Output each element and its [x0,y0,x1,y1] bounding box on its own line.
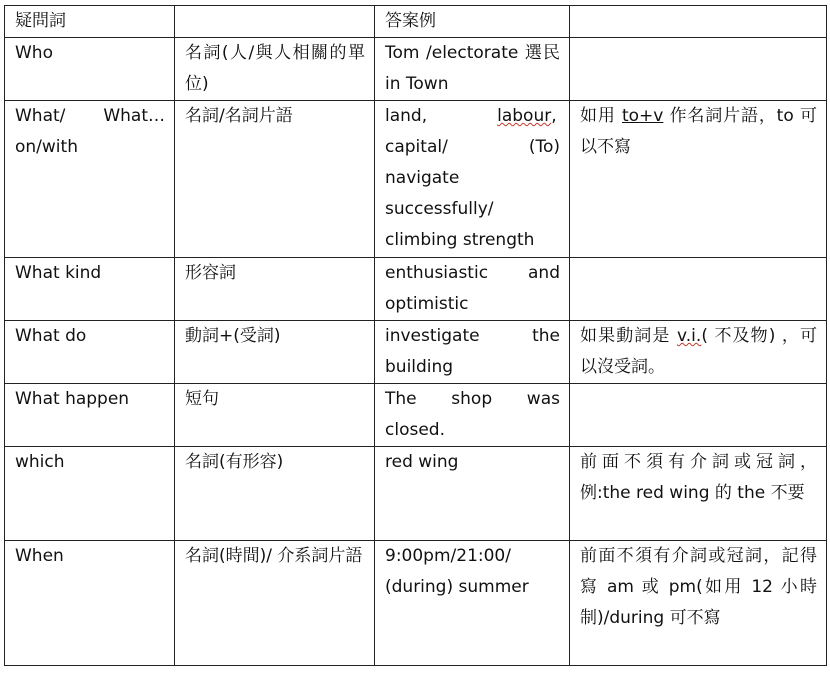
note-text: ( 不及物) ，可以沒受詞。 [580,326,818,377]
question-word-cell: When [5,541,175,666]
note-text: 作名詞片語，to 可以不寫 [580,106,817,157]
word-type-cell: 名詞(時間)/ 介系詞片語 [175,541,375,666]
note-cell [570,384,827,447]
answer-example-cell: red wing [375,447,570,541]
header-cell-question-word: 疑問詞 [5,6,175,38]
question-word-table [4,5,827,666]
note-cell [570,321,827,384]
underlined-term: to+v [621,106,664,126]
note-text: 如果動詞是 [580,326,678,346]
answer-example-cell: Tom /electorate 選民 in Town [375,38,570,101]
example-text: land, [385,106,428,126]
header-cell-empty-1 [175,6,375,38]
table-header-row [5,6,827,38]
answer-example-cell: 9:00pm/21:00/ (during) summer [375,541,570,666]
question-word-cell: which [5,447,175,541]
question-word-cell: What happen [5,384,175,447]
header-cell-answer-example: 答案例 [375,6,570,38]
spellcheck-flagged-word: v.i. [677,326,702,346]
note-cell: 前面不須有介詞或冠詞，記得寫 am 或 pm(如用 12 小時制)/during 可不寫 [570,541,827,666]
answer-example-cell: enthusiastic and optimistic [375,258,570,321]
answer-example-cell: The shop was closed. [375,384,570,447]
table-row [5,321,827,384]
question-word-cell: What kind [5,258,175,321]
note-cell [570,38,827,101]
note-cell: 前面不須有介詞或冠詞，例:the red wing 的 the 不要 [570,447,827,541]
word-type-cell: 名詞(人/與人相關的單位) [175,38,375,101]
table-row [5,541,827,666]
word-type-cell: 形容詞 [175,258,375,321]
table-row [5,258,827,321]
word-type-cell: 短句 [175,384,375,447]
question-word-cell: What/ What…on/with [5,101,175,258]
word-type-cell: 名詞/名詞片語 [175,101,375,258]
table-row [5,384,827,447]
word-type-cell: 名詞(有形容) [175,447,375,541]
word-type-cell: 動詞+(受詞) [175,321,375,384]
table-row [5,38,827,101]
table-row [5,447,827,541]
question-word-cell: What do [5,321,175,384]
note-cell [570,101,827,258]
question-word-cell: Who [5,38,175,101]
answer-example-cell [375,101,570,258]
header-cell-empty-2 [570,6,827,38]
note-cell [570,258,827,321]
note-text: 如用 [580,106,622,126]
spellcheck-flagged-word: labour [497,106,552,126]
table-row [5,101,827,258]
example-text: , capital/ (To) navigate successfully/ climbing strength [385,106,560,250]
answer-example-cell: investigate the building [375,321,570,384]
